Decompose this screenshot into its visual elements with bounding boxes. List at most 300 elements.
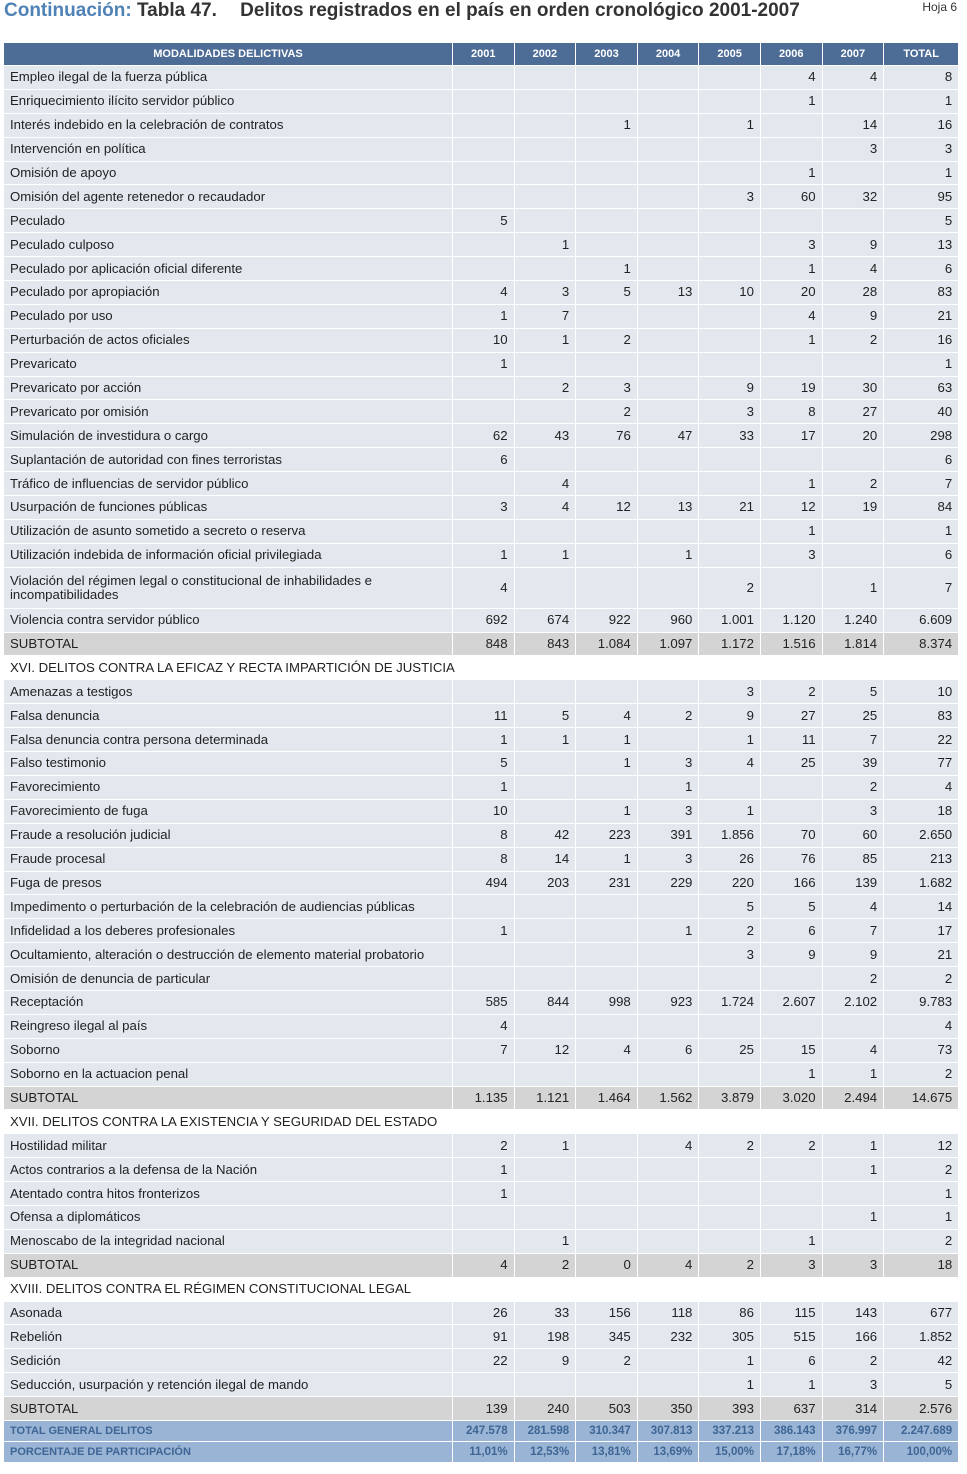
- year-cell-2004: [637, 137, 699, 161]
- sheet-label: Hoja 6: [922, 0, 957, 14]
- row-label: Actos contrarios a la defensa de la Nación: [4, 1158, 453, 1182]
- row-label: Ocultamiento, alteración o destrucción de elemento material probatorio: [4, 943, 453, 967]
- year-cell-2003: [576, 161, 638, 185]
- year-cell-2007: 9: [822, 943, 884, 967]
- year-cell-2002: [514, 567, 576, 608]
- year-cell-2005: 393: [699, 1397, 761, 1421]
- year-cell-2004: [637, 304, 699, 328]
- total-cell: 2: [884, 1158, 959, 1182]
- year-cell-2005: [699, 448, 761, 472]
- total-cell: 2: [884, 967, 959, 991]
- row-label: Omisión de denuncia de particular: [4, 967, 453, 991]
- year-cell-2007: 20: [822, 424, 884, 448]
- year-cell-2005: [699, 1158, 761, 1182]
- table-row: [4, 304, 959, 328]
- year-cell-2006: 1: [760, 1062, 822, 1086]
- row-label: SUBTOTAL: [4, 1253, 453, 1277]
- year-cell-2007: [822, 352, 884, 376]
- total-cell: 6: [884, 257, 959, 281]
- year-cell-2004: 2: [637, 704, 699, 728]
- year-cell-2003: 1: [576, 752, 638, 776]
- year-cell-2003: 310.347: [576, 1420, 638, 1441]
- year-cell-2001: 8: [453, 847, 515, 871]
- year-cell-2003: 922: [576, 608, 638, 632]
- year-cell-2001: 10: [453, 328, 515, 352]
- row-label: Soborno: [4, 1038, 453, 1062]
- year-cell-2006: 166: [760, 871, 822, 895]
- year-cell-2005: [699, 1205, 761, 1229]
- year-cell-2003: [576, 1062, 638, 1086]
- column-header-total: TOTAL: [884, 43, 959, 66]
- year-cell-2006: 60: [760, 185, 822, 209]
- year-cell-2002: [514, 137, 576, 161]
- year-cell-2007: 5: [822, 680, 884, 704]
- year-cell-2002: 281.598: [514, 1420, 576, 1441]
- row-label: Seducción, usurpación y retención ilegal de mando: [4, 1373, 453, 1397]
- row-label: Asonada: [4, 1301, 453, 1325]
- year-cell-2002: 1: [514, 1134, 576, 1158]
- year-cell-2002: [514, 799, 576, 823]
- table-row: [4, 352, 959, 376]
- year-cell-2006: 515: [760, 1325, 822, 1349]
- total-cell: 2: [884, 1062, 959, 1086]
- year-cell-2001: [453, 137, 515, 161]
- year-cell-2002: [514, 209, 576, 233]
- year-cell-2007: 2: [822, 775, 884, 799]
- year-cell-2005: [699, 967, 761, 991]
- year-cell-2001: 4: [453, 1014, 515, 1038]
- year-cell-2004: 13: [637, 496, 699, 520]
- year-cell-2006: [760, 775, 822, 799]
- year-cell-2004: 1.562: [637, 1086, 699, 1110]
- year-cell-2005: 26: [699, 847, 761, 871]
- year-cell-2001: 62: [453, 424, 515, 448]
- row-label: Omisión de apoyo: [4, 161, 453, 185]
- total-cell: 21: [884, 943, 959, 967]
- year-cell-2006: 1: [760, 328, 822, 352]
- table-row: [4, 752, 959, 776]
- year-cell-2006: 12: [760, 496, 822, 520]
- row-label: Prevaricato por acción: [4, 376, 453, 400]
- year-cell-2005: 3: [699, 400, 761, 424]
- year-cell-2005: 3: [699, 185, 761, 209]
- table-row: [4, 1134, 959, 1158]
- crimes-table: [3, 42, 959, 1463]
- year-cell-2005: 2: [699, 1134, 761, 1158]
- year-cell-2004: [637, 567, 699, 608]
- row-label: Tráfico de influencias de servidor público: [4, 472, 453, 496]
- year-cell-2001: [453, 1229, 515, 1253]
- year-cell-2003: [576, 137, 638, 161]
- year-cell-2003: 76: [576, 424, 638, 448]
- year-cell-2004: [637, 967, 699, 991]
- year-cell-2004: 47: [637, 424, 699, 448]
- year-cell-2007: 4: [822, 1038, 884, 1062]
- year-cell-2006: 6: [760, 919, 822, 943]
- year-cell-2004: [637, 1182, 699, 1206]
- subtotal-row: [4, 1253, 959, 1277]
- year-cell-2007: 166: [822, 1325, 884, 1349]
- year-cell-2004: 1: [637, 543, 699, 567]
- year-cell-2002: [514, 113, 576, 137]
- table-row: [4, 1373, 959, 1397]
- year-cell-2006: 3.020: [760, 1086, 822, 1110]
- year-cell-2002: 1: [514, 328, 576, 352]
- total-cell: 83: [884, 704, 959, 728]
- year-cell-2006: 9: [760, 943, 822, 967]
- year-cell-2003: [576, 775, 638, 799]
- year-cell-2004: [637, 472, 699, 496]
- year-cell-2005: [699, 519, 761, 543]
- row-label: Simulación de investidura o cargo: [4, 424, 453, 448]
- table-row: [4, 823, 959, 847]
- year-cell-2006: 6: [760, 1349, 822, 1373]
- year-cell-2004: [637, 66, 699, 90]
- row-label: Ofensa a diplomáticos: [4, 1205, 453, 1229]
- year-cell-2004: 391: [637, 823, 699, 847]
- year-cell-2003: 2: [576, 1349, 638, 1373]
- year-cell-2001: 10: [453, 799, 515, 823]
- year-cell-2002: 4: [514, 496, 576, 520]
- row-label: Enriquecimiento ilícito servidor público: [4, 89, 453, 113]
- year-cell-2006: [760, 137, 822, 161]
- total-cell: 42: [884, 1349, 959, 1373]
- row-label: Falsa denuncia contra persona determinada: [4, 728, 453, 752]
- year-cell-2007: 3: [822, 1373, 884, 1397]
- year-cell-2007: 1.814: [822, 632, 884, 656]
- total-cell: 2: [884, 1229, 959, 1253]
- year-cell-2005: [699, 304, 761, 328]
- table-row: [4, 89, 959, 113]
- table-row: [4, 257, 959, 281]
- year-cell-2006: 1: [760, 161, 822, 185]
- year-cell-2002: 2: [514, 1253, 576, 1277]
- year-cell-2007: 1: [822, 1158, 884, 1182]
- year-cell-2004: 118: [637, 1301, 699, 1325]
- year-cell-2004: 6: [637, 1038, 699, 1062]
- year-cell-2007: 3: [822, 799, 884, 823]
- total-cell: 1: [884, 89, 959, 113]
- year-cell-2004: [637, 1349, 699, 1373]
- year-cell-2005: 9: [699, 704, 761, 728]
- year-cell-2007: 3: [822, 1253, 884, 1277]
- total-cell: 84: [884, 496, 959, 520]
- year-cell-2004: 4: [637, 1134, 699, 1158]
- year-cell-2001: [453, 1373, 515, 1397]
- year-cell-2004: 232: [637, 1325, 699, 1349]
- year-cell-2007: 9: [822, 233, 884, 257]
- year-cell-2005: 2: [699, 567, 761, 608]
- table-row: [4, 448, 959, 472]
- section-title: XVI. DELITOS CONTRA LA EFICAZ Y RECTA IMPARTICIÓN DE JUSTICIA: [4, 656, 959, 680]
- year-cell-2005: [699, 209, 761, 233]
- year-cell-2003: [576, 1229, 638, 1253]
- year-cell-2005: 10: [699, 281, 761, 305]
- row-label: Rebelión: [4, 1325, 453, 1349]
- year-cell-2007: 314: [822, 1397, 884, 1421]
- year-cell-2007: 2.102: [822, 990, 884, 1014]
- year-cell-2004: 13: [637, 281, 699, 305]
- year-cell-2006: 2.607: [760, 990, 822, 1014]
- year-cell-2001: 247.578: [453, 1420, 515, 1441]
- row-label: Reingreso ilegal al país: [4, 1014, 453, 1038]
- row-label: Peculado por aplicación oficial diferente: [4, 257, 453, 281]
- year-cell-2002: [514, 400, 576, 424]
- year-cell-2005: 1.856: [699, 823, 761, 847]
- column-header-2006: 2006: [760, 43, 822, 66]
- row-label: Soborno en la actuacion penal: [4, 1062, 453, 1086]
- total-cell: 2.247.689: [884, 1420, 959, 1441]
- year-cell-2007: [822, 161, 884, 185]
- year-cell-2001: [453, 1062, 515, 1086]
- column-header-2007: 2007: [822, 43, 884, 66]
- table-row: [4, 990, 959, 1014]
- year-cell-2006: 20: [760, 281, 822, 305]
- year-cell-2005: 5: [699, 895, 761, 919]
- continuation-label: Continuación:: [4, 0, 132, 21]
- year-cell-2003: 231: [576, 871, 638, 895]
- grand-total-row: [4, 1420, 959, 1441]
- year-cell-2005: [699, 137, 761, 161]
- total-cell: 18: [884, 799, 959, 823]
- row-label: Fuga de presos: [4, 871, 453, 895]
- year-cell-2004: [637, 257, 699, 281]
- year-cell-2002: 12,53%: [514, 1441, 576, 1462]
- section-header-row: [4, 1277, 959, 1301]
- year-cell-2006: [760, 567, 822, 608]
- total-cell: 100,00%: [884, 1441, 959, 1462]
- year-cell-2006: 3: [760, 543, 822, 567]
- year-cell-2003: [576, 967, 638, 991]
- year-cell-2002: [514, 1158, 576, 1182]
- year-cell-2007: [822, 1014, 884, 1038]
- table-row: [4, 847, 959, 871]
- year-cell-2007: 2: [822, 1349, 884, 1373]
- year-cell-2003: 3: [576, 376, 638, 400]
- year-cell-2006: 1: [760, 257, 822, 281]
- year-cell-2001: 585: [453, 990, 515, 1014]
- year-cell-2005: 2: [699, 919, 761, 943]
- year-cell-2001: [453, 680, 515, 704]
- column-header-2004: 2004: [637, 43, 699, 66]
- row-label: Atentado contra hitos fronterizos: [4, 1182, 453, 1206]
- row-label: SUBTOTAL: [4, 632, 453, 656]
- year-cell-2002: 9: [514, 1349, 576, 1373]
- year-cell-2002: 7: [514, 304, 576, 328]
- year-cell-2004: [637, 895, 699, 919]
- year-cell-2001: 139: [453, 1397, 515, 1421]
- year-cell-2002: [514, 1014, 576, 1038]
- total-cell: 1: [884, 161, 959, 185]
- year-cell-2006: 1: [760, 1373, 822, 1397]
- year-cell-2007: 7: [822, 919, 884, 943]
- year-cell-2001: 91: [453, 1325, 515, 1349]
- year-cell-2005: 220: [699, 871, 761, 895]
- year-cell-2007: [822, 543, 884, 567]
- year-cell-2002: 1: [514, 543, 576, 567]
- row-label: Hostilidad militar: [4, 1134, 453, 1158]
- year-cell-2005: [699, 472, 761, 496]
- year-cell-2001: [453, 185, 515, 209]
- year-cell-2001: [453, 257, 515, 281]
- year-cell-2005: 1.724: [699, 990, 761, 1014]
- year-cell-2003: 4: [576, 1038, 638, 1062]
- year-cell-2002: [514, 1182, 576, 1206]
- year-cell-2007: 25: [822, 704, 884, 728]
- year-cell-2003: [576, 185, 638, 209]
- year-cell-2007: 16,77%: [822, 1441, 884, 1462]
- total-cell: 1: [884, 1182, 959, 1206]
- total-cell: 677: [884, 1301, 959, 1325]
- year-cell-2002: 33: [514, 1301, 576, 1325]
- year-cell-2007: 4: [822, 895, 884, 919]
- year-cell-2005: 33: [699, 424, 761, 448]
- table-row: [4, 376, 959, 400]
- year-cell-2005: 1: [699, 113, 761, 137]
- year-cell-2002: 43: [514, 424, 576, 448]
- row-label: Peculado por uso: [4, 304, 453, 328]
- year-cell-2006: 3: [760, 233, 822, 257]
- year-cell-2003: [576, 943, 638, 967]
- year-cell-2003: 2: [576, 400, 638, 424]
- year-cell-2007: 7: [822, 728, 884, 752]
- year-cell-2002: [514, 943, 576, 967]
- year-cell-2007: 1: [822, 567, 884, 608]
- year-cell-2003: 13,81%: [576, 1441, 638, 1462]
- year-cell-2003: [576, 66, 638, 90]
- year-cell-2005: [699, 161, 761, 185]
- year-cell-2006: [760, 448, 822, 472]
- year-cell-2002: [514, 752, 576, 776]
- table-row: [4, 496, 959, 520]
- year-cell-2006: 8: [760, 400, 822, 424]
- total-cell: 13: [884, 233, 959, 257]
- year-cell-2007: 9: [822, 304, 884, 328]
- year-cell-2006: 1: [760, 472, 822, 496]
- year-cell-2004: [637, 185, 699, 209]
- year-cell-2006: 2: [760, 1134, 822, 1158]
- row-label: Usurpación de funciones públicas: [4, 496, 453, 520]
- year-cell-2003: [576, 919, 638, 943]
- year-cell-2004: 1.097: [637, 632, 699, 656]
- year-cell-2006: 2: [760, 680, 822, 704]
- year-cell-2005: 1: [699, 1373, 761, 1397]
- year-cell-2007: 30: [822, 376, 884, 400]
- year-cell-2003: [576, 472, 638, 496]
- total-cell: 16: [884, 113, 959, 137]
- total-cell: 3: [884, 137, 959, 161]
- year-cell-2006: 4: [760, 304, 822, 328]
- year-cell-2007: 4: [822, 257, 884, 281]
- year-cell-2002: [514, 895, 576, 919]
- year-cell-2001: 4: [453, 567, 515, 608]
- year-cell-2006: 19: [760, 376, 822, 400]
- table-row: [4, 209, 959, 233]
- row-label: Empleo ilegal de la fuerza pública: [4, 66, 453, 90]
- year-cell-2007: 3: [822, 137, 884, 161]
- year-cell-2003: [576, 1134, 638, 1158]
- year-cell-2006: 5: [760, 895, 822, 919]
- year-cell-2001: [453, 161, 515, 185]
- year-cell-2001: 1: [453, 775, 515, 799]
- year-cell-2003: [576, 448, 638, 472]
- year-cell-2007: 1: [822, 1062, 884, 1086]
- year-cell-2005: 1: [699, 728, 761, 752]
- row-label: SUBTOTAL: [4, 1086, 453, 1110]
- year-cell-2001: [453, 66, 515, 90]
- total-cell: 5: [884, 209, 959, 233]
- year-cell-2003: 1.084: [576, 632, 638, 656]
- year-cell-2007: [822, 1229, 884, 1253]
- year-cell-2005: 2: [699, 1253, 761, 1277]
- year-cell-2002: 14: [514, 847, 576, 871]
- total-cell: 7: [884, 567, 959, 608]
- total-cell: 8: [884, 66, 959, 90]
- total-cell: 2.650: [884, 823, 959, 847]
- year-cell-2001: [453, 967, 515, 991]
- year-cell-2003: [576, 1158, 638, 1182]
- row-label: Prevaricato por omisión: [4, 400, 453, 424]
- year-cell-2002: 42: [514, 823, 576, 847]
- row-label: Prevaricato: [4, 352, 453, 376]
- total-cell: 5: [884, 1373, 959, 1397]
- year-cell-2006: [760, 799, 822, 823]
- year-cell-2003: [576, 1182, 638, 1206]
- year-cell-2005: [699, 1182, 761, 1206]
- year-cell-2003: [576, 1373, 638, 1397]
- year-cell-2005: 3.879: [699, 1086, 761, 1110]
- year-cell-2007: 39: [822, 752, 884, 776]
- year-cell-2001: 1.135: [453, 1086, 515, 1110]
- total-cell: 4: [884, 775, 959, 799]
- table-row: [4, 543, 959, 567]
- table-row: [4, 943, 959, 967]
- year-cell-2001: 22: [453, 1349, 515, 1373]
- table-title: Delitos registrados en el país en orden cronológico 2001-2007: [240, 0, 800, 21]
- year-cell-2001: 1: [453, 1158, 515, 1182]
- year-cell-2004: 1: [637, 919, 699, 943]
- table-row: [4, 424, 959, 448]
- year-cell-2004: [637, 1062, 699, 1086]
- section-title: XVII. DELITOS CONTRA LA EXISTENCIA Y SEGURIDAD DEL ESTADO: [4, 1110, 959, 1134]
- total-cell: 4: [884, 1014, 959, 1038]
- table-row: [4, 1325, 959, 1349]
- table-row: [4, 113, 959, 137]
- year-cell-2003: 1: [576, 728, 638, 752]
- year-cell-2004: [637, 1158, 699, 1182]
- table-row: [4, 1182, 959, 1206]
- year-cell-2006: 17,18%: [760, 1441, 822, 1462]
- year-cell-2002: 4: [514, 472, 576, 496]
- year-cell-2002: [514, 680, 576, 704]
- table-row: [4, 161, 959, 185]
- total-cell: 1.852: [884, 1325, 959, 1349]
- year-cell-2002: [514, 775, 576, 799]
- year-cell-2003: 1: [576, 847, 638, 871]
- table-row: [4, 1062, 959, 1086]
- year-cell-2005: [699, 89, 761, 113]
- subtotal-row: [4, 632, 959, 656]
- year-cell-2003: 345: [576, 1325, 638, 1349]
- year-cell-2001: [453, 400, 515, 424]
- row-label: Intervención en política: [4, 137, 453, 161]
- row-label: Sedición: [4, 1349, 453, 1373]
- row-label: Interés indebido en la celebración de contratos: [4, 113, 453, 137]
- year-cell-2002: [514, 1205, 576, 1229]
- table-row: [4, 967, 959, 991]
- total-cell: 8.374: [884, 632, 959, 656]
- year-cell-2003: [576, 233, 638, 257]
